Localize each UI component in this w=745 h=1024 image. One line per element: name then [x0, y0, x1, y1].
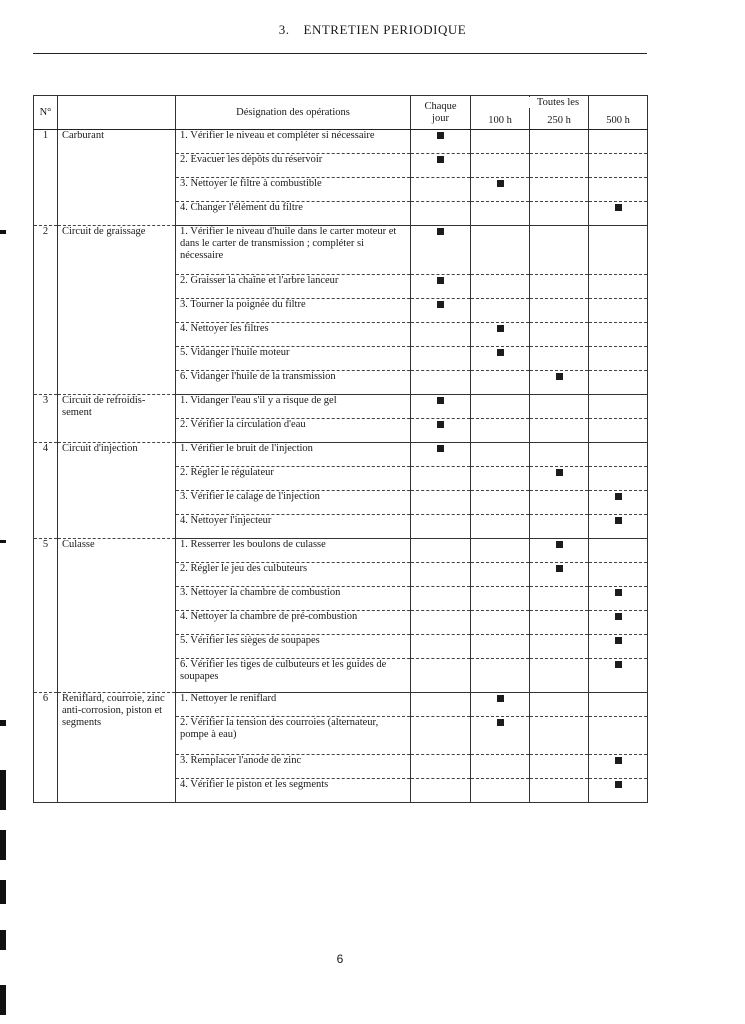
operation-label: 4. Nettoyer la chambre de pré-combustion	[176, 611, 411, 635]
check-mark-icon	[437, 301, 444, 308]
interval-cell-h100	[471, 693, 530, 717]
table-row	[34, 443, 648, 467]
interval-cell-h100	[471, 395, 530, 419]
binding-mark	[0, 540, 6, 543]
operation-label: 3. Tourner la poignée du filtre	[176, 299, 411, 323]
col-header-500h: 500 h	[589, 96, 648, 130]
interval-cell-h250	[530, 779, 589, 803]
col-header-100h: 100 h	[471, 96, 530, 130]
interval-cell-h500	[589, 347, 648, 371]
binding-mark	[0, 930, 6, 950]
check-mark-icon	[437, 132, 444, 139]
check-mark-icon	[615, 589, 622, 596]
check-mark-icon	[615, 204, 622, 211]
interval-cell-h500	[589, 226, 648, 275]
interval-cell-daily	[411, 275, 471, 299]
interval-cell-h250	[530, 299, 589, 323]
interval-cell-daily	[411, 419, 471, 443]
interval-cell-h250	[530, 659, 589, 693]
group-number: 1	[34, 130, 58, 226]
group-name: Culasse	[58, 539, 176, 693]
binding-mark	[0, 770, 6, 810]
interval-cell-h100	[471, 299, 530, 323]
operation-label: 3. Nettoyer le filtre à combustible	[176, 178, 411, 202]
interval-cell-h100	[471, 635, 530, 659]
interval-cell-h500	[589, 635, 648, 659]
interval-cell-h500	[589, 611, 648, 635]
binding-mark	[0, 720, 6, 726]
interval-cell-daily	[411, 659, 471, 693]
interval-cell-h250	[530, 226, 589, 275]
check-mark-icon	[615, 613, 622, 620]
interval-cell-daily	[411, 130, 471, 154]
interval-cell-h500	[589, 587, 648, 611]
check-mark-icon	[437, 421, 444, 428]
interval-cell-h250	[530, 587, 589, 611]
interval-cell-h100	[471, 467, 530, 491]
interval-cell-h500	[589, 693, 648, 717]
interval-cell-h100	[471, 275, 530, 299]
operation-label: 1. Vérifier le niveau et compléter si nécessaire	[176, 130, 411, 154]
check-mark-icon	[556, 541, 563, 548]
interval-cell-h250	[530, 635, 589, 659]
interval-cell-daily	[411, 755, 471, 779]
check-mark-icon	[497, 695, 504, 702]
group-name: Circuit de refroidis-sement	[58, 395, 176, 443]
interval-cell-daily	[411, 515, 471, 539]
interval-cell-h100	[471, 539, 530, 563]
check-mark-icon	[556, 373, 563, 380]
interval-cell-h100	[471, 611, 530, 635]
interval-cell-h500	[589, 323, 648, 347]
interval-cell-daily	[411, 779, 471, 803]
interval-cell-h250	[530, 395, 589, 419]
interval-cell-h100	[471, 226, 530, 275]
operation-label: 1. Vérifier le niveau d'huile dans le carter moteur et dans le carter de transmission ; compléter si nécessaire	[176, 226, 411, 275]
operation-label: 1. Resserrer les boulons de culasse	[176, 539, 411, 563]
interval-cell-h500	[589, 395, 648, 419]
heading-rule	[33, 53, 647, 54]
interval-cell-h250	[530, 202, 589, 226]
operation-label: 5. Vidanger l'huile moteur	[176, 347, 411, 371]
col-header-every: Toutes les	[528, 97, 588, 108]
operation-label: 2. Vérifier la tension des courroies (alternateur, pompe à eau)	[176, 717, 411, 755]
operation-label: 3. Remplacer l'anode de zinc	[176, 755, 411, 779]
interval-cell-daily	[411, 539, 471, 563]
interval-cell-h500	[589, 563, 648, 587]
group-name: Carburant	[58, 130, 176, 226]
interval-cell-daily	[411, 563, 471, 587]
operation-label: 3. Nettoyer la chambre de combustion	[176, 587, 411, 611]
interval-cell-h500	[589, 717, 648, 755]
operation-label: 4. Nettoyer l'injecteur	[176, 515, 411, 539]
operation-label: 2. Vérifier la circulation d'eau	[176, 419, 411, 443]
check-mark-icon	[497, 325, 504, 332]
interval-cell-daily	[411, 347, 471, 371]
interval-cell-daily	[411, 443, 471, 467]
check-mark-icon	[437, 228, 444, 235]
interval-cell-h100	[471, 587, 530, 611]
operation-label: 4. Vérifier le piston et les segments	[176, 779, 411, 803]
operation-label: 4. Changer l'élément du filtre	[176, 202, 411, 226]
interval-cell-daily	[411, 635, 471, 659]
check-mark-icon	[437, 156, 444, 163]
check-mark-icon	[556, 565, 563, 572]
interval-cell-h250	[530, 347, 589, 371]
interval-cell-h500	[589, 659, 648, 693]
operation-label: 1. Vidanger l'eau s'il y a risque de gel	[176, 395, 411, 419]
interval-cell-h100	[471, 154, 530, 178]
interval-cell-daily	[411, 178, 471, 202]
col-header-250h: 250 h	[530, 96, 589, 130]
interval-cell-daily	[411, 717, 471, 755]
interval-cell-h500	[589, 467, 648, 491]
binding-mark	[0, 880, 6, 904]
interval-cell-h250	[530, 130, 589, 154]
interval-cell-h250	[530, 178, 589, 202]
interval-cell-daily	[411, 371, 471, 395]
interval-cell-h250	[530, 693, 589, 717]
interval-cell-h100	[471, 755, 530, 779]
col-header-num: N°	[34, 96, 58, 130]
section-title: ENTRETIEN PERIODIQUE	[303, 22, 467, 37]
interval-cell-daily	[411, 395, 471, 419]
group-number: 5	[34, 539, 58, 693]
interval-cell-h500	[589, 299, 648, 323]
interval-cell-h100	[471, 717, 530, 755]
table-row	[34, 130, 648, 154]
group-number: 3	[34, 395, 58, 443]
interval-cell-h250	[530, 323, 589, 347]
maintenance-table	[33, 95, 648, 803]
interval-cell-h100	[471, 563, 530, 587]
check-mark-icon	[497, 349, 504, 356]
interval-cell-h250	[530, 491, 589, 515]
interval-cell-h500	[589, 779, 648, 803]
interval-cell-h100	[471, 515, 530, 539]
col-header-designation: Désignation des opérations	[176, 96, 411, 130]
interval-cell-daily	[411, 202, 471, 226]
check-mark-icon	[615, 781, 622, 788]
interval-cell-h100	[471, 371, 530, 395]
interval-cell-h100	[471, 347, 530, 371]
page-number: 6	[336, 952, 344, 966]
col-header-daily: Chaque jour	[411, 96, 471, 130]
interval-cell-h100	[471, 323, 530, 347]
check-mark-icon	[437, 277, 444, 284]
operation-label: 4. Nettoyer les filtres	[176, 323, 411, 347]
group-number: 6	[34, 693, 58, 803]
check-mark-icon	[615, 661, 622, 668]
interval-cell-h250	[530, 419, 589, 443]
interval-cell-h500	[589, 491, 648, 515]
operation-label: 1. Vérifier le bruit de l'injection	[176, 443, 411, 467]
check-mark-icon	[437, 445, 444, 452]
interval-cell-daily	[411, 467, 471, 491]
interval-cell-h250	[530, 371, 589, 395]
interval-cell-h100	[471, 779, 530, 803]
check-mark-icon	[497, 180, 504, 187]
table-row	[34, 539, 648, 563]
check-mark-icon	[497, 719, 504, 726]
table-row	[34, 693, 648, 717]
interval-cell-h250	[530, 611, 589, 635]
interval-cell-h250	[530, 154, 589, 178]
binding-mark	[0, 830, 6, 860]
interval-cell-h250	[530, 717, 589, 755]
check-mark-icon	[556, 469, 563, 476]
interval-cell-h500	[589, 178, 648, 202]
group-name: Circuit de graissage	[58, 226, 176, 395]
interval-cell-daily	[411, 611, 471, 635]
interval-cell-h500	[589, 275, 648, 299]
interval-cell-h250	[530, 467, 589, 491]
interval-cell-h100	[471, 419, 530, 443]
table-row	[34, 395, 648, 419]
interval-cell-h250	[530, 539, 589, 563]
interval-cell-daily	[411, 491, 471, 515]
interval-cell-h500	[589, 755, 648, 779]
interval-cell-h250	[530, 563, 589, 587]
interval-cell-h100	[471, 443, 530, 467]
interval-cell-h250	[530, 755, 589, 779]
operation-label: 5. Vérifier les sièges de soupapes	[176, 635, 411, 659]
interval-cell-h500	[589, 371, 648, 395]
interval-cell-h100	[471, 130, 530, 154]
binding-mark	[0, 985, 6, 1015]
interval-cell-h100	[471, 491, 530, 515]
interval-cell-h250	[530, 515, 589, 539]
col-header-empty	[58, 96, 176, 130]
interval-cell-h500	[589, 130, 648, 154]
group-number: 2	[34, 226, 58, 395]
group-number: 4	[34, 443, 58, 539]
operation-label: 6. Vérifier les tiges de culbuteurs et les guides de soupapes	[176, 659, 411, 693]
check-mark-icon	[615, 493, 622, 500]
interval-cell-h500	[589, 202, 648, 226]
interval-cell-h100	[471, 178, 530, 202]
group-name: Reniflard, courroie, zinc anti-corrosion, piston et segments	[58, 693, 176, 803]
interval-cell-daily	[411, 587, 471, 611]
interval-cell-h500	[589, 515, 648, 539]
table-row	[34, 226, 648, 275]
interval-cell-daily	[411, 323, 471, 347]
operation-label: 2. Régler le jeu des culbuteurs	[176, 563, 411, 587]
interval-cell-h500	[589, 419, 648, 443]
interval-cell-daily	[411, 693, 471, 717]
interval-cell-daily	[411, 154, 471, 178]
interval-cell-h500	[589, 154, 648, 178]
interval-cell-h250	[530, 443, 589, 467]
operation-label: 3. Vérifier le calage de l'injection	[176, 491, 411, 515]
operation-label: 2. Evacuer les dépôts du réservoir	[176, 154, 411, 178]
interval-cell-h500	[589, 539, 648, 563]
check-mark-icon	[437, 397, 444, 404]
interval-cell-h500	[589, 443, 648, 467]
group-name: Circuit d'injection	[58, 443, 176, 539]
interval-cell-h100	[471, 659, 530, 693]
operation-label: 2. Graisser la chaîne et l'arbre lanceur	[176, 275, 411, 299]
section-number: 3.	[278, 22, 290, 37]
check-mark-icon	[615, 757, 622, 764]
interval-cell-h250	[530, 275, 589, 299]
operation-label: 6. Vidanger l'huile de la transmission	[176, 371, 411, 395]
interval-cell-h100	[471, 202, 530, 226]
check-mark-icon	[615, 517, 622, 524]
operation-label: 1. Nettoyer le reniflard	[176, 693, 411, 717]
binding-mark	[0, 230, 6, 234]
interval-cell-daily	[411, 299, 471, 323]
interval-cell-daily	[411, 226, 471, 275]
check-mark-icon	[615, 637, 622, 644]
operation-label: 2. Régler le régulateur	[176, 467, 411, 491]
page-heading	[0, 22, 745, 38]
